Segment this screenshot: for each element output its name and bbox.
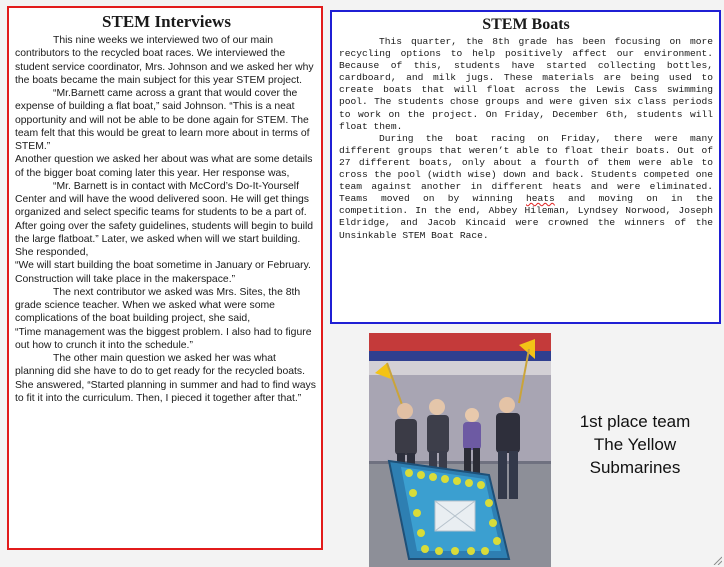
boats-paragraph <box>339 133 713 242</box>
caption-line: Submarines <box>589 458 681 477</box>
team-photo-illustration <box>369 333 551 567</box>
caption-line: 1st place team <box>579 412 691 431</box>
spellcheck-flagged-word[interactable]: heats <box>526 193 555 205</box>
interviews-paragraph: Another question we asked her about was what are some details of the bigger boat coming later this year. Her response was, <box>15 154 313 179</box>
stem-boats-title: STEM Boats <box>482 16 570 33</box>
boats-paragraph-part: During the boat racing on Friday, there were many different groups that weren’t able to float their boats. Out of 27 different boats, only about a fourth of them were able to cross the pool (width wise) down and back. Students competed one team against another in different heats and were eliminated. Teams moved on by winning <box>339 132 713 205</box>
interviews-paragraph: “Mr. Barnett is in contact with McCord’s Do-It-Yourself Center and will have the wood delivered soon. He will get things organized and select specific teams for students to be a part of. After going over the safety guidelines, students will begin to build the large flatboat.” Later, we asked when will we start building. She responded, <box>15 180 314 258</box>
interviews-paragraph: “We will start building the boat sometime in January or February. Construction will take place in the makerspace.” <box>15 260 311 285</box>
boats-paragraph: This quarter, the 8th grade has been focusing on more recycling options to help positively affect our environment. Because of this, students have started collecting bottles, cardboard, and milk jugs. These materials are being used to create boats that will float across the Lewis Cass swimming pool. The students chose groups and were given six class periods to work on the project. On Friday, December 6th, students will float them. <box>339 36 713 132</box>
interviews-paragraph: The next contributor we asked was Mrs. Sites, the 8th grade science teacher. When we asked what were some complications of the boat building project, she said, <box>15 286 301 325</box>
resize-grip-icon[interactable] <box>712 555 722 565</box>
winning-team-photo[interactable] <box>369 333 551 567</box>
stem-interviews-textbox[interactable] <box>7 6 323 550</box>
photo-caption <box>560 410 710 479</box>
boats-paragraph-part: and moving on in the competition. In the end, Abbey Hileman, Lyndsey Norwood, Joseph Eldridge, and Jacob Kincaid were crowned the winners of the Unsinkable STEM Boat Race. <box>339 193 714 241</box>
caption-line: The Yellow <box>593 435 677 454</box>
interviews-paragraph: “Time management was the biggest problem. I also had to figure out how to crunch it into the schedule.” <box>15 326 312 351</box>
interviews-paragraph: This nine weeks we interviewed two of our main contributors to the recycled boat races. We interviewed the student service coordinator, Mrs. Johnson and we asked her why the boats became the main subject for this year STEM project. <box>15 35 314 86</box>
stem-interviews-title: STEM Interviews <box>102 12 231 31</box>
interviews-paragraph: The other main question we asked her was what planning did she have to do to get ready for the recycled boats. She answered, “Started planning in summer and had to find ways to fit it into the curriculum. Then, I pieced it together after that.” <box>15 353 316 404</box>
stem-boats-textbox[interactable] <box>330 10 721 324</box>
interviews-paragraph: “Mr.Barnett came across a grant that would cover the expense of building a flat boat,” said Johnson. “This is a neat opportunity and will not be able to be done again for STEM. The team felt that this would be great to learn more about in terms of STEM.” <box>15 88 310 152</box>
